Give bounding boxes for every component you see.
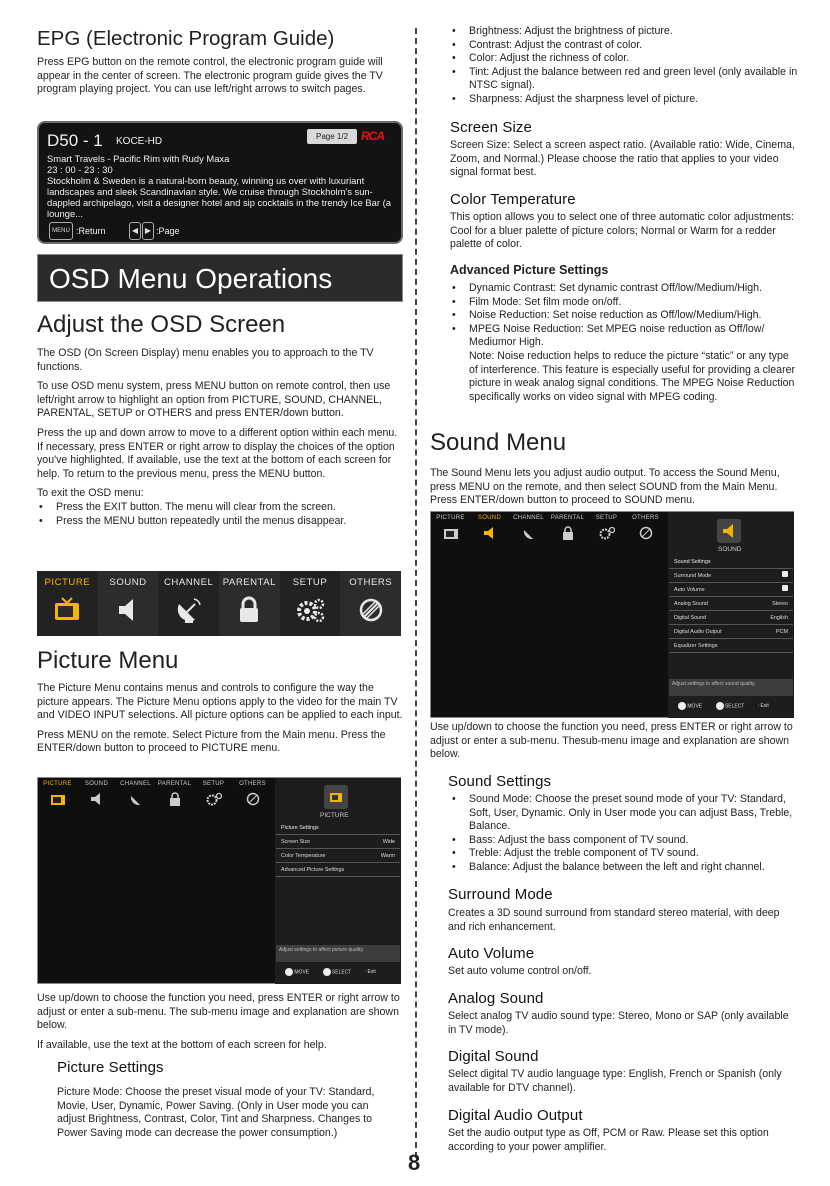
menu-item-others: OTHERS (340, 571, 401, 636)
picture-settings-text: Picture Mode: Choose the preset visual mode of your TV: Standard, Movie, User, Dynamic, Power Saving. (Only in User mode you can adjust Brightness, Contrast, Color, Tint and Sharpness. Changes to Power Saving mode can decrease the power consumption.) (57, 1086, 375, 1139)
list-item: • Sharpness: Adjust the sharpness level of picture. (450, 93, 800, 107)
picture-p4: If available, use the text at the bottom of each screen for help. (37, 1038, 327, 1051)
epg-channel: D50 - 1 (47, 131, 103, 150)
return-label: :Return (76, 226, 106, 236)
list-item: • Sound Mode: Choose the preset sound mode of your TV: Standard, Soft, User, Dynamic. Only in User mode you can adjust Bass, Treble, Balance. (450, 793, 802, 834)
digital-audio-text: Set the audio output type as Off, PCM or Raw. Please set this option according to your power amplifier. (448, 1127, 769, 1153)
adjust-p1: The OSD (On Screen Display) menu enables you to approach to the TV functions. (37, 347, 374, 373)
epg-program: Smart Travels - Pacific Rim with Rudy Maxa (47, 153, 230, 164)
epg-desc: Stockholm & Sweden is a natural-born beauty, winning us over with luxuriant landscapes and sleek Scandinavian style. We cruise through Stockholm's sun-dappled archipelago, visit a designer hotel and sip cocktails in the trendy Ice Bar (a lounge... (47, 175, 391, 219)
tab-picture: PICTURE (431, 512, 470, 556)
epg-station: KOCE-HD (116, 136, 163, 147)
left-arrow-icon: ◀ (129, 222, 141, 240)
sound-p2: Use up/down to choose the function you need, press ENTER or right arrow to adjust or enter a sub-menu. Thesub-menu image and explanation are shown below. (430, 721, 793, 761)
page-label: :Page (156, 226, 180, 236)
adjust-p3: Press the up and down arrow to move to a different option within each menu. If necessary, press ENTER or right arrow to display the choices of the option you've highlighted. If available, use the text at the bottom of each screen for help. To return to the previous menu, press the MENU button. (37, 426, 398, 480)
picture-p1: The Picture Menu contains menus and controls to configure the way the picture appears. The Picture Menu options apply to the video for the main TV and VIDEO INPUT selections. All picture options can be applied to each input. (37, 682, 403, 722)
list-item: • Film Mode: Set film mode on/off. (450, 296, 802, 310)
osd-menu-bar (37, 571, 401, 636)
menu-row: Equalizer Settings (669, 640, 793, 653)
menu-row: Color Temperature Warm (276, 850, 400, 863)
menu-row: Sound Settings (669, 556, 793, 569)
epg-screen (37, 121, 403, 244)
list-item: • Noise Reduction: Set noise reduction as Off/low/Medium/High. (450, 309, 802, 323)
list-item: • Color: Adjust the richness of color. (450, 52, 800, 66)
epg-time: 23 : 00 - 23 : 30 (47, 164, 113, 175)
screen-size-heading: Screen Size (450, 119, 532, 136)
satellite-icon (172, 593, 206, 627)
checkbox-icon (782, 571, 788, 577)
tab-others: OTHERS (626, 512, 665, 556)
adjust-osd-heading: Adjust the OSD Screen (37, 311, 286, 338)
picture-settings-heading: Picture Settings (57, 1059, 164, 1076)
menu-row: Auto Volume (669, 584, 793, 597)
gear-icon (293, 593, 327, 627)
tab-setup: SETUP (194, 778, 233, 822)
advanced-note: Note: Noise reduction helps to reduce the picture “static” or any type of interference. This feature is especially useful for providing a clearer picture in weak analog signal conditions. The MPEG Noise Reduction specifically works on video signal with MPEG coding. (469, 350, 796, 403)
sound-menu-heading: Sound Menu (430, 429, 567, 456)
menu-row: Analog Sound Stereo (669, 598, 793, 611)
digital-sound-text: Select digital TV audio language type: English, French or Spanish (only available for DTV channel). (448, 1068, 782, 1094)
select-icon (323, 968, 331, 976)
menu-item-setup: SETUP (280, 571, 341, 636)
advanced-heading: Advanced Picture Settings (450, 263, 609, 277)
menu-row: Advanced Picture Settings (276, 864, 400, 877)
list-item: • Treble: Adjust the treble component of TV sound. (450, 847, 802, 861)
sound-menu-screen (430, 511, 794, 718)
tv-icon (50, 593, 84, 627)
list-item: • Brightness: Adjust the brightness of picture. (450, 25, 800, 39)
tab-channel: CHANNEL (509, 512, 548, 556)
auto-volume-text: Set auto volume control on/off. (448, 965, 592, 977)
menu-item-sound: SOUND (98, 571, 159, 636)
advanced-list (450, 282, 802, 350)
digital-audio-heading: Digital Audio Output (448, 1107, 583, 1124)
list-item: • Tint: Adjust the balance between red and green level (only available in NTSC signal). (450, 66, 800, 93)
epg-program-info (47, 153, 395, 219)
menu-button: MENU (49, 222, 73, 240)
list-item: • Balance: Adjust the balance between the left and right channel. (450, 861, 802, 875)
menu-row: Surround Mode (669, 570, 793, 583)
adjust-p2: To use OSD menu system, press MENU button on remote control, then use left/right arrow to highlight an option from PICTURE, SOUND, CHANNEL, PARENTAL, SETUP or OTHERS and press ENTER/down button. (37, 380, 391, 420)
analog-sound-text: Select analog TV audio sound type: Stereo, Mono or SAP (only available in TV mode). (448, 1010, 789, 1036)
picture-screen-tabs (38, 778, 272, 822)
column-divider (415, 28, 417, 1158)
color-temp-text: This option allows you to select one of three automatic color adjustments: Cool for a bluer palette of picture colors; Normal or Warm for a redder palette of color. (450, 211, 794, 251)
speaker-icon (717, 519, 741, 543)
tab-others: OTHERS (233, 778, 272, 822)
menu-row: Digital Audio Output PCM (669, 626, 793, 639)
lock-icon (232, 593, 266, 627)
list-item: • Dynamic Contrast: Set dynamic contrast Off/low/Medium/High. (450, 282, 802, 296)
sound-side-panel (668, 512, 794, 718)
epg-text: Press EPG button on the remote control, the electronic program guide will appear in the center of screen. The electronic program guide gives the TV program playing project. You can use left/right arrows to switch pages. (37, 56, 383, 96)
surround-heading: Surround Mode (448, 886, 553, 903)
move-icon (285, 968, 293, 976)
tab-parental: PARENTAL (548, 512, 587, 556)
list-item: • Bass: Adjust the bass component of TV sound. (450, 834, 802, 848)
menu-item-picture: PICTURE (37, 571, 98, 636)
menu-row: Picture Settings (276, 822, 400, 835)
digital-sound-heading: Digital Sound (448, 1048, 539, 1065)
tab-sound: SOUND (470, 512, 509, 556)
page-number: 8 (408, 1150, 421, 1175)
sound-footer: MOVE SELECT : Exit (678, 702, 769, 710)
sound-settings-list (450, 793, 802, 875)
menu-row: Screen Size Wide (276, 836, 400, 849)
sound-tip: Adjust settings to affect sound quality. (669, 679, 793, 696)
epg-heading: EPG (Electronic Program Guide) (37, 27, 335, 50)
tab-channel: CHANNEL (116, 778, 155, 822)
tab-sound: SOUND (77, 778, 116, 822)
picture-menu-heading: Picture Menu (37, 647, 179, 674)
sound-p1: The Sound Menu lets you adjust audio output. To access the Sound Menu, press MENU on the remote, and then select SOUND from the Main Menu. Press ENTER/down button to proceed to SOUND menu. (430, 467, 780, 507)
list-item: • Press the MENU button repeatedly until the menus disappear. (37, 515, 405, 529)
tab-parental: PARENTAL (155, 778, 194, 822)
picture-tip: Adjust settings to affect picture quality. (276, 945, 400, 962)
picture-footer: MOVE SELECT : Exit (285, 968, 376, 976)
rca-logo: RCA (361, 129, 384, 143)
sound-screen-tabs (431, 512, 665, 556)
exit-list (37, 501, 405, 528)
speaker-icon (111, 593, 145, 627)
checkbox-icon (782, 585, 788, 591)
osd-banner: OSD Menu Operations (37, 254, 403, 302)
tab-setup: SETUP (587, 512, 626, 556)
auto-volume-heading: Auto Volume (448, 945, 535, 962)
epg-page: Page 1/2 (307, 129, 357, 144)
tv-icon (324, 785, 348, 809)
picture-p3: Use up/down to choose the function you need, press ENTER or right arrow to adjust or enter a sub-menu. The sub-menu image and explanation are shown below. (37, 992, 400, 1032)
picture-menu-screen (37, 777, 401, 984)
picture-side-panel (275, 778, 401, 984)
menu-item-parental: PARENTAL (219, 571, 280, 636)
sound-settings-heading: Sound Settings (448, 773, 552, 790)
picture-p2: Press MENU on the remote. Select Picture from the Main menu. Press the ENTER/down button to proceed to PICTURE menu. (37, 728, 386, 755)
menu-item-channel: CHANNEL (158, 571, 219, 636)
select-icon (716, 702, 724, 710)
list-item: • Press the EXIT button. The menu will clear from the screen. (37, 501, 405, 515)
screen-size-text: Screen Size: Select a screen aspect ratio. (Available ratio: Wide, Cinema, Zoom, and Normal.) Please choose the ratio that applies to your video signal format best. (450, 139, 795, 179)
right-arrow-icon: ▶ (142, 222, 154, 240)
sound-screen-label: SOUND (718, 546, 742, 553)
adjust-p4: To exit the OSD menu: (37, 487, 144, 500)
picture-adjust-list (450, 25, 800, 107)
list-item: • MPEG Noise Reduction: Set MPEG noise reduction as Off/low/ Mediumor High. (450, 323, 802, 350)
picture-screen-label: PICTURE (320, 812, 349, 819)
list-item: • Contrast: Adjust the contrast of color. (450, 39, 800, 53)
move-icon (678, 702, 686, 710)
color-temp-heading: Color Temperature (450, 191, 576, 208)
menu-row: Digital Sound English (669, 612, 793, 625)
analog-sound-heading: Analog Sound (448, 990, 544, 1007)
surround-text: Creates a 3D sound surround from standard stereo material, with deep and rich enhancement. (448, 907, 780, 933)
others-icon (354, 593, 388, 627)
tab-picture: PICTURE (38, 778, 77, 822)
